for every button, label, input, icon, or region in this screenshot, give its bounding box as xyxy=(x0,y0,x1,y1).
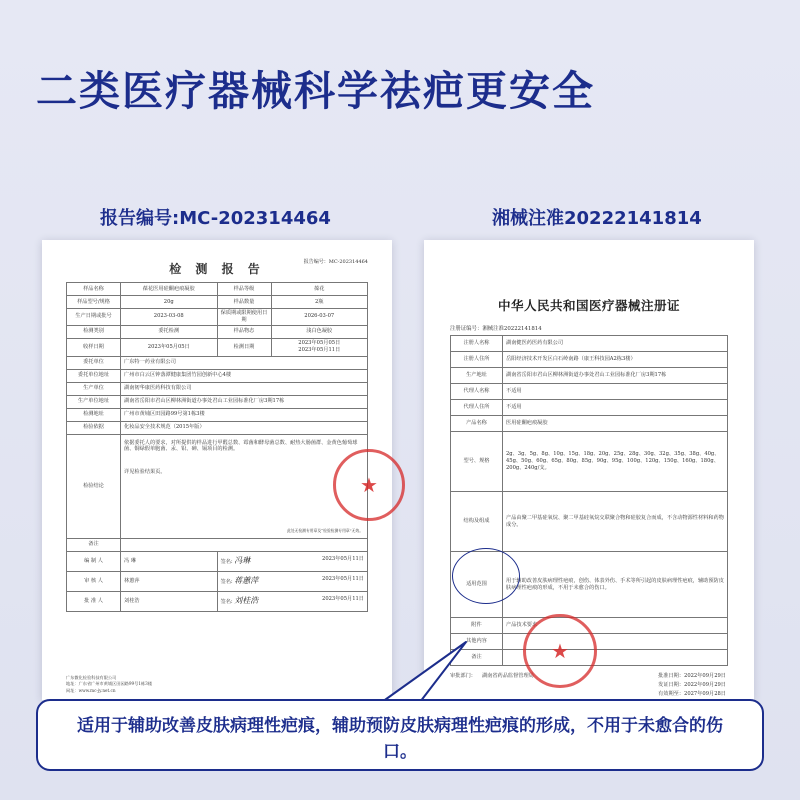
cell: 注册人住所 xyxy=(451,352,503,368)
cell: 生产地址 xyxy=(451,368,503,384)
cell: 编 制 人 xyxy=(67,551,121,571)
stamp-note: 此处无检测专用章及“检验检测专用章”无效。 xyxy=(286,527,363,533)
cell: 湖南韧华康医药科技有限公司 xyxy=(121,382,368,395)
cell: 检测地址 xyxy=(67,408,121,421)
sign-label: 签名: xyxy=(220,598,233,605)
cell: 湖南省岳阳市君山区柳林洲街道办事处君山工业园标准化厂房3期17栋 xyxy=(503,368,728,384)
cell: 样品名称 xyxy=(67,283,121,296)
cell: 湖南健医药医药有限公司 xyxy=(503,336,728,352)
cell: 检测日期 xyxy=(217,338,271,356)
cell: 2023年05月05日 xyxy=(121,338,218,356)
cell: 备注 xyxy=(451,650,503,666)
cell: 广东特一药业有限公司 xyxy=(121,356,368,369)
signature-cell xyxy=(217,571,368,591)
report-table xyxy=(66,282,368,612)
sign-date: 2023年05月11日 xyxy=(322,595,364,602)
approver-label: 审批部门： xyxy=(450,673,476,679)
cell: 医用硅酮疤痕凝胶 xyxy=(503,416,728,432)
cell: 湖南省岳阳市君山区柳林洲街道办事处君山工业园标准化厂房3期17栋 xyxy=(121,395,368,408)
signature-cell xyxy=(217,551,368,571)
signature-cell xyxy=(217,591,368,611)
cell: 浅白色凝胶 xyxy=(271,325,368,338)
callout-bubble xyxy=(36,699,764,771)
headline: 二类医疗器械科学祛疤更安全 xyxy=(36,67,595,115)
cell: 2g、3g、5g、8g、10g、15g、18g、20g、25g、28g、30g、32g、35g、38g、40g、45g、50g、60g、65g、80g、85g、90g、95g、100g、120g、150g、160g、180g、200g、240g/支。 xyxy=(503,432,728,492)
cell: 检测类别 xyxy=(67,325,121,338)
footer-line: 广东微化检验科技有限公司 xyxy=(66,675,117,681)
cell: 样品等级 xyxy=(217,283,271,296)
cell: 收样日期 xyxy=(67,338,121,356)
cell: 生产单位 xyxy=(67,382,121,395)
cell: 生产单位地址 xyxy=(67,395,121,408)
cell: 注册人名称 xyxy=(451,336,503,352)
signature: 刘桂浩 xyxy=(234,595,259,605)
footer-line: 网址：www.mc-jy.net.cn xyxy=(66,687,116,693)
cell: 产品技术要求 xyxy=(503,618,728,634)
cell: 检验结论 xyxy=(67,434,121,538)
approver-name: 湖南省药品监督管理局 xyxy=(481,673,534,679)
cell: 代理人名称 xyxy=(451,384,503,400)
star-icon: ★ xyxy=(360,473,378,497)
report-title: 检 测 报 告 xyxy=(169,262,265,276)
cell: 不适用 xyxy=(503,384,728,400)
cell xyxy=(121,538,368,551)
cell: 样品数量 xyxy=(217,296,271,309)
dates-block xyxy=(658,672,726,699)
cell: 适用范围 xyxy=(451,552,503,618)
cell: 冯 琳 xyxy=(121,551,218,571)
cell: 化妆品安全技术规范（2015年版） xyxy=(121,421,368,434)
certificate-title: 中华人民共和国医疗器械注册证 xyxy=(497,298,680,313)
cell: 林蕙萍 xyxy=(121,571,218,591)
sign-label: 签名: xyxy=(220,578,233,585)
cell: 产品名称 xyxy=(451,416,503,432)
cell: 广州市白云区钟落潭健康集团竹园创新中心4楼 xyxy=(121,369,368,382)
official-seal xyxy=(333,449,405,521)
cell: 葆花医用硅酮疤痕凝胶 xyxy=(121,283,218,296)
report-number: 报告编号：MC-202314464 xyxy=(303,259,368,265)
cell: 委托检测 xyxy=(121,325,218,338)
cell: 20g xyxy=(121,296,218,309)
cell: 生产日期或批号 xyxy=(67,309,121,326)
conclusion-text: 依据委托人的要求，对所提供的样品进行甲醛总数、霉菌和酵母菌总数、耐热大肠菌群、金黄色葡萄球菌、铜绿假单胞菌、汞、铅、砷、镉项目的检测。 xyxy=(124,439,358,453)
report-number-caption: 报告编号:MC-202314464 xyxy=(100,208,331,229)
cell: 用于辅助改善皮肤病理性疤痕，创伤、体表外伤、手术等所引起的皮肤病理性疤痕，辅助预防皮肤病理性疤痕的形成，不用于未愈合的伤口。 xyxy=(503,552,728,618)
cell: 2026-03-07 xyxy=(271,309,368,326)
cell: 检验依据 xyxy=(67,421,121,434)
signature: 冯琳 xyxy=(234,555,251,565)
cell: 样品物态 xyxy=(217,325,271,338)
conclusion-cell xyxy=(121,434,368,538)
registration-number-caption: 湘械注准20222141814 xyxy=(492,208,702,229)
callout-pointer xyxy=(380,640,490,704)
cell: 批 准 人 xyxy=(67,591,121,611)
cell: 保质期或限期使用日期 xyxy=(217,309,271,326)
report-footer xyxy=(66,675,368,694)
cell: 委托单位 xyxy=(67,356,121,369)
highlight-ring xyxy=(452,548,520,604)
star-icon: ★ xyxy=(551,639,569,663)
cell: 委托单位地址 xyxy=(67,369,121,382)
certificate-table xyxy=(450,335,728,666)
sign-label: 签名: xyxy=(220,558,233,565)
signature: 蒋蕙萍 xyxy=(234,575,259,585)
cell: 产品由聚二甲基硅氧烷、聚二甲基硅氧烷交联聚合物和硅胶复合而成，不含动物源性材料和药物成分。 xyxy=(503,492,728,552)
cell: 备注 xyxy=(67,538,121,551)
issue-date: 发证日期：2022年09月29日 xyxy=(658,682,726,689)
callout-text: 适用于辅助改善皮肤病理性疤痕，辅助预防皮肤病理性疤痕的形成，不用于未愈合的伤口。 xyxy=(77,716,723,763)
cell: 2023-03-08 xyxy=(121,309,218,326)
approve-date: 批准日期：2022年09月29日 xyxy=(658,673,726,679)
sign-date: 2023年05月11日 xyxy=(322,555,364,562)
cell: 结构及组成 xyxy=(451,492,503,552)
cell: 审 核 人 xyxy=(67,571,121,591)
cell: 广州市黄埔区田园路99号第1栋3楼 xyxy=(121,408,368,421)
cell: 附件 xyxy=(451,618,503,634)
cell: 刘桂浩 xyxy=(121,591,218,611)
sign-date: 2023年05月11日 xyxy=(322,575,364,582)
cell: 2瓶 xyxy=(271,296,368,309)
cell: 代理人住所 xyxy=(451,400,503,416)
cell: 葆花 xyxy=(271,283,368,296)
cell: 2023年05月05日 2023年05月11日 xyxy=(271,338,368,356)
cell: 岳阳经济技术开发区白石岭南路（康王科技园A2栋3楼） xyxy=(503,352,728,368)
cell: 其他内容 xyxy=(451,634,503,650)
certificate-number: 注册证编号：湘械注准20222141814 xyxy=(450,326,542,332)
valid-date: 有效期至：2027年09月28日 xyxy=(658,691,726,698)
footer-line: 地址：广东省广州市黄埔区田园路99号1栋3楼 xyxy=(66,681,153,687)
cell: 型号、规格 xyxy=(451,432,503,492)
official-seal xyxy=(523,614,597,688)
cell: 样品型号/规格 xyxy=(67,296,121,309)
cell: 不适用 xyxy=(503,400,728,416)
conclusion-detail: 详见检验结果页。 xyxy=(124,469,166,475)
